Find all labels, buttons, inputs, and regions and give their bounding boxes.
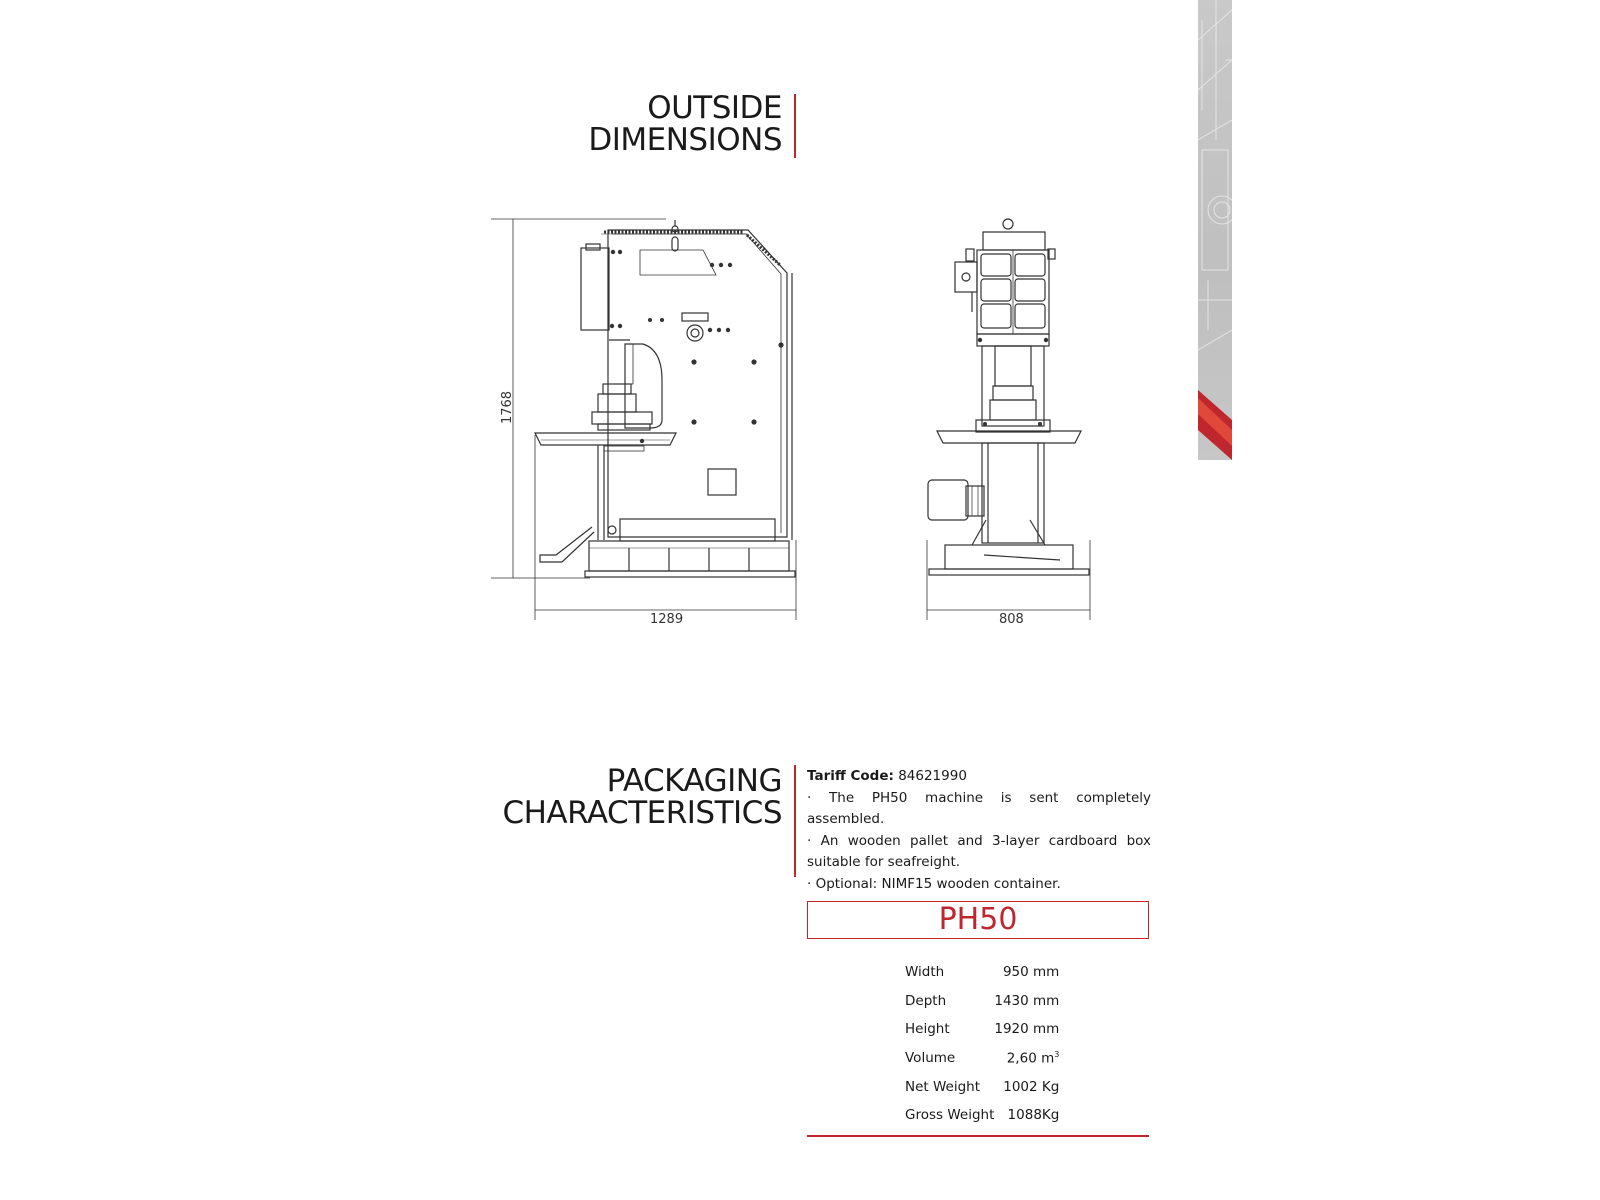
spec-value: 1002 Kg — [1003, 1078, 1060, 1095]
spec-value — [994, 1044, 1059, 1073]
volume-value: 2,60 m — [1006, 1050, 1055, 1067]
volume-exponent: 3 — [1054, 1049, 1060, 1059]
height-dimension: 1768 — [500, 390, 516, 425]
spec-row-height — [905, 1015, 1059, 1044]
packaging-specs-table — [905, 958, 1059, 1130]
spec-label: Depth — [905, 992, 947, 1009]
spec-label: Height — [905, 1021, 950, 1038]
packaging-line-assembled: · The PH50 machine is sent completely assembled. — [807, 789, 1151, 827]
spec-row-depth — [905, 987, 1059, 1016]
spec-label: Gross Weight — [905, 1107, 995, 1124]
model-name-box: PH50 — [807, 901, 1149, 939]
tariff-code-value: 84621990 — [898, 768, 967, 784]
packaging-info — [807, 766, 1151, 895]
spec-row-width — [905, 958, 1059, 987]
tariff-line — [807, 766, 1151, 788]
spec-row-volume — [905, 1044, 1059, 1073]
packaging-characteristics-title — [440, 765, 782, 829]
spec-row-gross-weight — [905, 1101, 1059, 1130]
spec-row-net-weight — [905, 1072, 1059, 1101]
packaging-line-pallet: · An wooden pallet and 3-layer cardboard box suitable for seafreight. — [807, 832, 1151, 870]
spec-value: 1088Kg — [1007, 1107, 1060, 1124]
spec-label: Volume — [905, 1050, 956, 1067]
spec-label: Net Weight — [905, 1078, 981, 1095]
packaging-title-line2: CHARACTERISTICS — [502, 795, 782, 831]
spec-value: 1430 mm — [994, 992, 1060, 1009]
bottom-accent-rule — [807, 1135, 1149, 1137]
spec-label: Width — [905, 964, 945, 981]
outside-title-line1: OUTSIDE — [647, 90, 782, 126]
packaging-line-optional: · Optional: NIMF15 wooden container. — [807, 875, 1061, 892]
outside-title-line2: DIMENSIONS — [588, 122, 782, 158]
packaging-title-line1: PACKAGING — [606, 763, 782, 799]
front-width-dimension: 1289 — [650, 612, 684, 627]
side-width-dimension: 808 — [999, 612, 1024, 627]
spec-value: 1920 mm — [994, 1021, 1060, 1038]
tariff-code-label: Tariff Code: — [807, 768, 894, 784]
spec-value: 950 mm — [1002, 964, 1060, 981]
packaging-title-accent-bar — [794, 765, 796, 877]
